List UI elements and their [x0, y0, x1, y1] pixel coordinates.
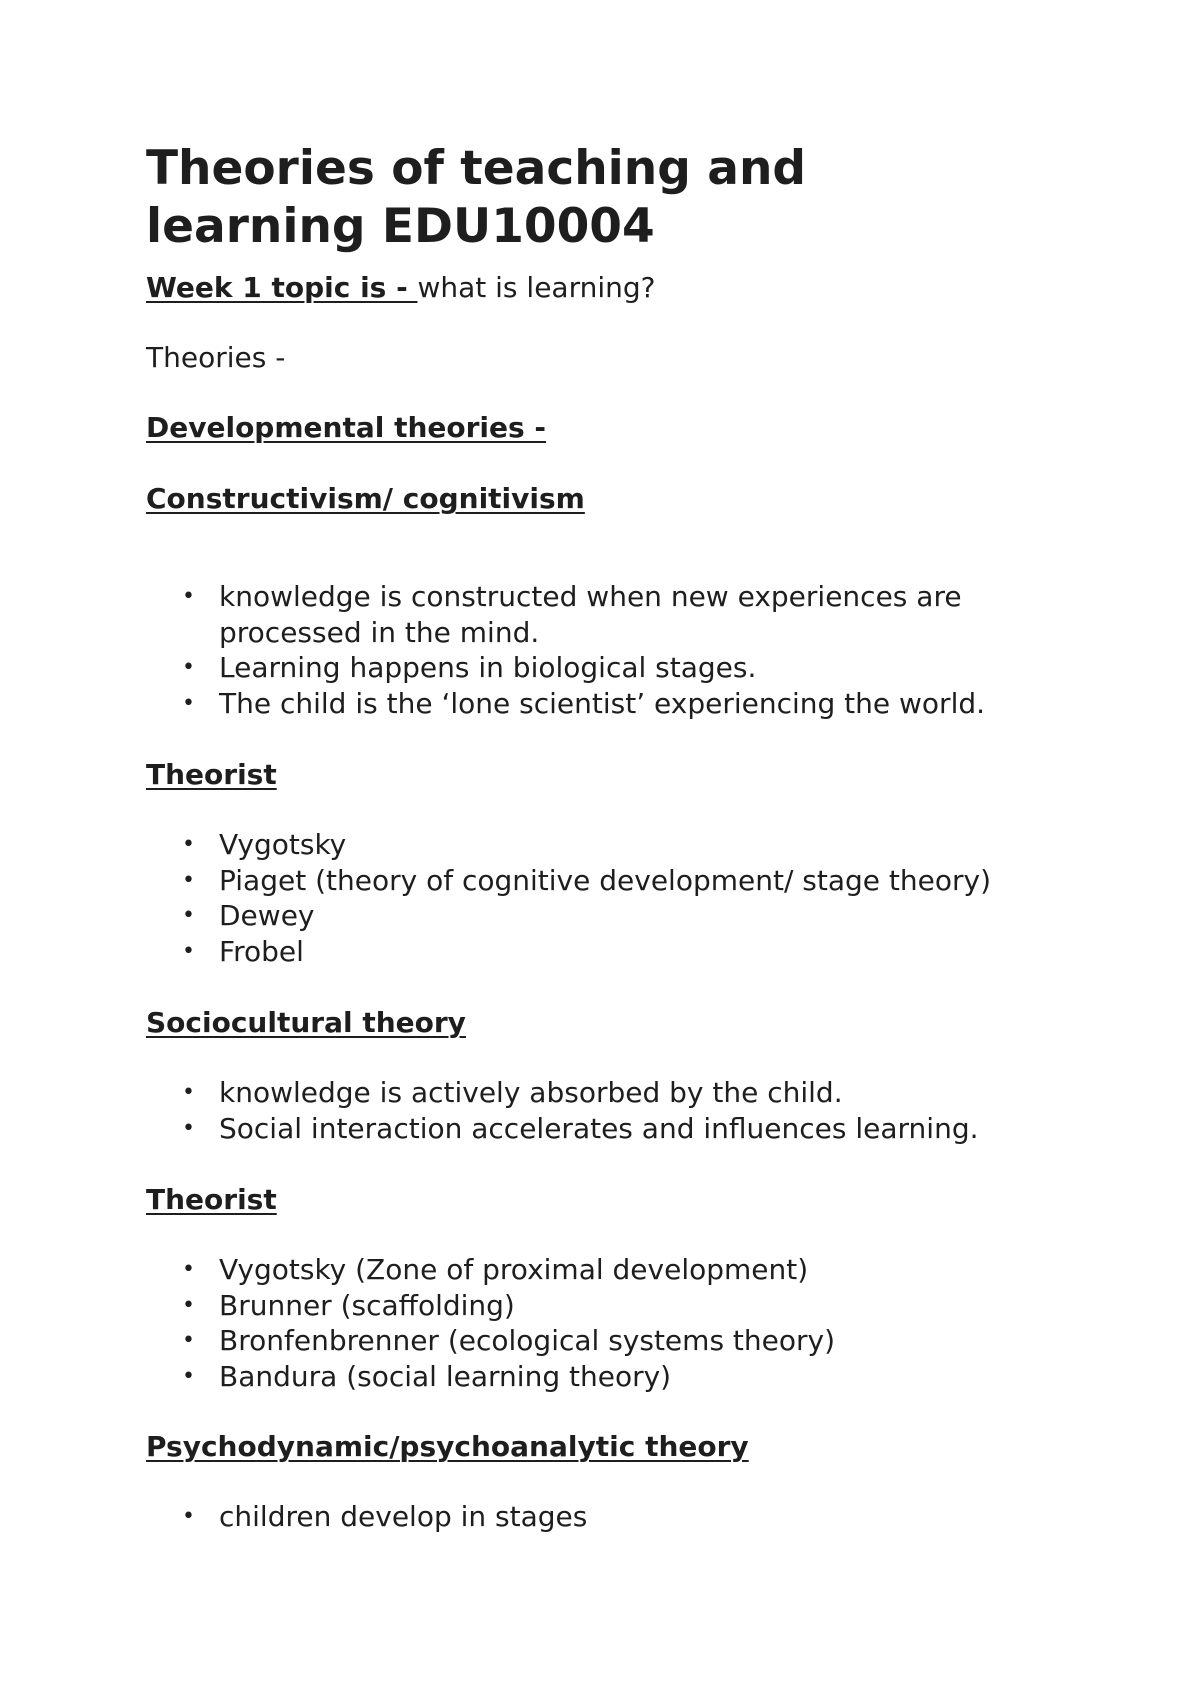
list-item-text: knowledge is constructed when new experiences are processed in the mind. — [219, 580, 962, 649]
list-item — [146, 898, 1039, 934]
list-item — [146, 934, 1039, 970]
list-item — [146, 579, 1039, 650]
list-item-text: Brunner (scaffolding) — [219, 1288, 515, 1322]
week-label: Week 1 topic is - — [146, 271, 418, 304]
bullet-icon: • — [182, 938, 195, 964]
list-item — [146, 686, 1039, 722]
list-item-text: The child is the ‘lone scientist’ experiencing the world. — [219, 686, 986, 720]
list-item — [146, 1252, 1039, 1288]
list-item-text: Learning happens in biological stages. — [219, 651, 757, 684]
developmental-heading: Developmental theories - — [146, 411, 547, 444]
sociocultural-points — [146, 1075, 1039, 1146]
psychodynamic-heading: Psychodynamic/psychoanalytic theory — [146, 1430, 749, 1463]
list-item — [146, 1111, 1039, 1147]
bullet-icon: • — [182, 690, 195, 716]
document-title: Theories of teaching and learning EDU10004 — [146, 141, 807, 254]
psychodynamic-points — [146, 1499, 1039, 1535]
list-item — [146, 863, 1039, 899]
list-item — [146, 1499, 1039, 1535]
bullet-icon: • — [182, 903, 195, 928]
list-item-text: Vygotsky (Zone of proximal development) — [219, 1253, 809, 1286]
bullet-icon: • — [182, 832, 195, 857]
list-item — [146, 1323, 1039, 1359]
bullet-icon: • — [182, 655, 195, 680]
sociocultural-theorists — [146, 1252, 1039, 1394]
constructivism-theorist-heading: Theorist — [146, 758, 277, 791]
list-item-text: knowledge is actively absorbed by the child. — [219, 1076, 843, 1109]
sociocultural-heading: Sociocultural theory — [146, 1006, 466, 1039]
bullet-icon: • — [182, 1080, 195, 1105]
list-item — [146, 827, 1039, 863]
week-topic: what is learning? — [417, 271, 656, 304]
list-item — [146, 650, 1039, 686]
bullet-icon: • — [182, 1504, 195, 1529]
list-item — [146, 1288, 1039, 1324]
bullet-icon: • — [182, 1328, 195, 1353]
bullet-icon: • — [182, 867, 195, 893]
constructivism-theorists — [146, 827, 1039, 969]
list-item-text: Piaget (theory of cognitive development/ stage theory) — [219, 863, 991, 897]
list-item-text: Bronfenbrenner (ecological systems theory) — [219, 1324, 836, 1357]
list-item-text: Dewey — [219, 899, 315, 932]
list-item-text: Frobel — [219, 934, 304, 968]
list-item-text: children develop in stages — [219, 1500, 588, 1533]
theories-label: Theories - — [146, 341, 286, 374]
bullet-icon: • — [182, 1292, 195, 1318]
list-item-text: Vygotsky — [219, 828, 347, 861]
list-item-text: Social interaction accelerates and influences learning. — [219, 1111, 979, 1145]
list-item-text: Bandura (social learning theory) — [219, 1359, 672, 1393]
list-item — [146, 1075, 1039, 1111]
bullet-icon: • — [182, 1257, 195, 1282]
constructivism-points — [146, 579, 1039, 721]
constructivism-heading: Constructivism/ cognitivism — [146, 482, 585, 515]
bullet-icon: • — [182, 1115, 195, 1141]
sociocultural-theorist-heading: Theorist — [146, 1183, 277, 1216]
bullet-icon: • — [182, 584, 195, 609]
bullet-icon: • — [182, 1363, 195, 1389]
week-topic-line — [146, 270, 656, 306]
list-item — [146, 1359, 1039, 1395]
